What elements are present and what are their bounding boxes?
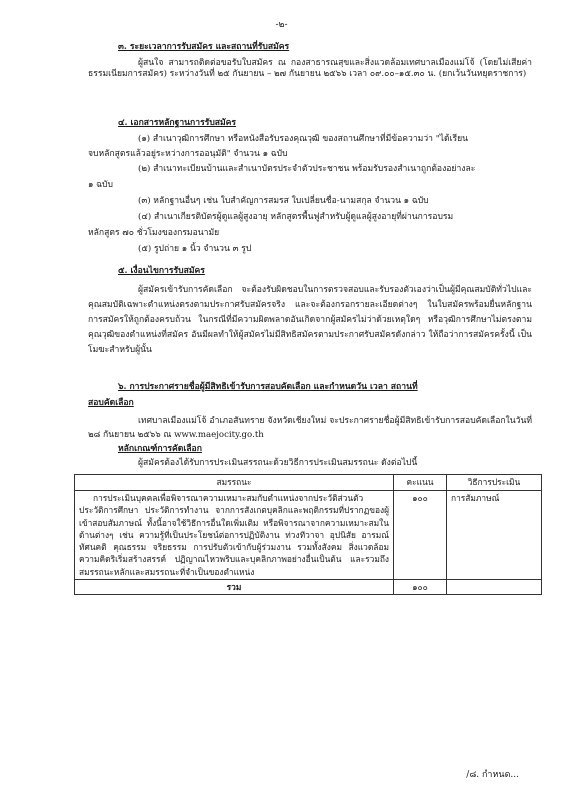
doc-item-1-line1: (๑) สำเนาวุฒิการศึกษา หรือหนังสือรับรองคุณวุฒิ ของสถานศึกษาที่มีข้อความว่า "ได้เรียน [138,134,469,144]
method-cell: การสัมภาษณ์ [447,491,542,580]
criteria-table [74,474,542,595]
total-empty-cell [447,580,542,595]
col-header-score: คะแนน [394,475,447,491]
col-header-competency: สมรรถนะ [75,475,394,491]
score-cell: ๑๐๐ [394,491,447,580]
doc-item-2-line1: (๒) สำเนาทะเบียนบ้านและสำเนาบัตรประจำตัวประชาชน พร้อมรับรองสำเนาถูกต้องอย่างละ [138,164,476,174]
section-6-heading-cont: สอบคัดเลือก [88,398,134,408]
table-total-row [75,580,542,595]
section-4-heading: ๔. เอกสารหลักฐานการรับสมัคร [118,118,237,128]
competency-cell: การประเมินบุคคลเพื่อพิจารณาความเหมาะสมกับตำแหน่งจากประวัติส่วนตัว ประวัติการศึกษา ประวัติการทำงาน จากการสังเกตบุคลิกและพฤติกรรมที่ปรากฏของผู้เข้าสอบสัมภาษณ์ ทั้งนี้อาจใช้วิธีการอื่นใดเพิ่มเติม หรือพิจารณาจากความเหมาะสมในด้านต่างๆ เช่น ความรู้ที่เป็นประโยชน์ต่อการปฏิบัติงาน ท่วงทีวาจา อุปนิสัย อารมณ์ ทัศนคติ คุณธรรม จริยธรรม การปรับตัวเข้ากับผู้ร่วมงาน รวมทั้งสังคม สิ่งแวดล้อมความคิดริเริ่มสร้างสรรค์ ปฏิญาณไหวพริบและบุคลิกภาพอย่างอื่นเป็นต้น และรวมถึงสมรรถนะหลักและสมรรถนะที่จำเป็นของตำแหน่ง [75,491,394,580]
section-6-heading: ๖. การประกาศรายชื่อผู้มีสิทธิเข้ารับการสอบคัดเลือก และกำหนดวัน เวลา สถานที่ [118,382,418,392]
table-header-row [75,475,542,491]
section-3-body: ผู้สนใจ สามารถติดต่อขอรับใบสมัคร ณ กองสาธารณสุขและสิ่งแวดล้อมเทศบาลเมืองแม่โจ้ (โดยไม่เสียค่าธรรมเนียมการสมัคร) ระหว่างวันที่ ๒๕ กันยายน – ๒๗ กันยายน ๒๕๖๖ เวลา ๐๙.๐๐–๑๕.๓๐ น. (ยกเว้นวันหยุดราชการ) [88,58,532,79]
section-6-body: เทศบาลเมืองแม่โจ้ อำเภอสันทราย จังหวัดเชียงใหม่ จะประกาศรายชื่อผู้มีสิทธิเข้ารับการสอบคัดเลือกในวันที่ ๒๘ กันยายน ๒๕๖๖ ณ www.maejocity.go.th [88,416,532,440]
doc-item-1-line2: จบหลักสูตรแล้วอยู่ระหว่างการออนุมัติ" จำนวน ๑ ฉบับ [88,149,288,159]
criteria-heading: หลักเกณฑ์การคัดเลือก [118,444,202,454]
criteria-body: ผู้สมัครต้องได้รับการประเมินสรรถนะด้วยวิธีการประเมินสมรรถนะ ดังต่อไปนี้ [138,458,418,468]
doc-item-4-line2: หลักสูตร ๗๐ ชั่วโมงของกรมอนามัย [88,228,220,238]
table-row [75,491,542,580]
doc-item-2-line2: ๑ ฉบับ [88,180,113,190]
doc-item-4-line1: (๔) สำเนาเกียรติบัตรผู้ดูแลผู้สูงอายุ หลักสูตรพื้นฟูสำหรับผู้ดูแลผู้สูงอายุที่ผ่านการอบรม [138,212,454,222]
doc-item-5: (๕) รูปถ่าย ๑ นิ้ว จำนวน ๓ รูป [138,244,252,254]
section-5-body: ผู้สมัครเข้ารับการคัดเลือก จะต้องรับผิดชอบในการตรวจสอบและรับรองตัวเองว่าเป็นผู้มีคุณสมบัติทั่วไปและคุณสมบัติเฉพาะตำแหน่งตรงตามประกาศรับสมัครจริง และจะต้องกรอกรายละเอียดต่างๆ ในใบสมัครพร้อมยื่นหลักฐานการสมัครให้ถูกต้องครบถ้วน ในกรณีที่มีความผิดพลาดอันเกิดจากผู้สมัครไม่ว่าด้วยเหตุใดๆ หรือวุฒิการศึกษาไม่ตรงตามคุณวุฒิของตำแหน่งที่สมัคร อันมีผลทำให้ผู้สมัครไม่มีสิทธิสมัครตามประกาศรับสมัครดังกล่าว ให้ถือว่าการสมัครครั้งนี้ เป็นโมฆะสำหรับผู้นั้น [88,285,532,355]
total-label: รวม [75,580,394,595]
section-5-heading: ๕. เงื่อนไขการรับสมัคร [118,266,205,276]
continuation-footer: /๘. กำหนด... [466,770,519,780]
page-number: -๒- [275,20,288,30]
section-3-heading: ๓. ระยะเวลาการรับสมัคร และสถานที่รับสมัคร [118,42,290,52]
doc-item-3: (๓) หลักฐานอื่นๆ เช่น ใบสำคัญการสมรส ใบเปลี่ยนชื่อ-นามสกุล จำนวน ๑ ฉบับ [138,196,429,206]
total-score: ๑๐๐ [394,580,447,595]
col-header-method: วิธีการประเมิน [447,475,542,491]
